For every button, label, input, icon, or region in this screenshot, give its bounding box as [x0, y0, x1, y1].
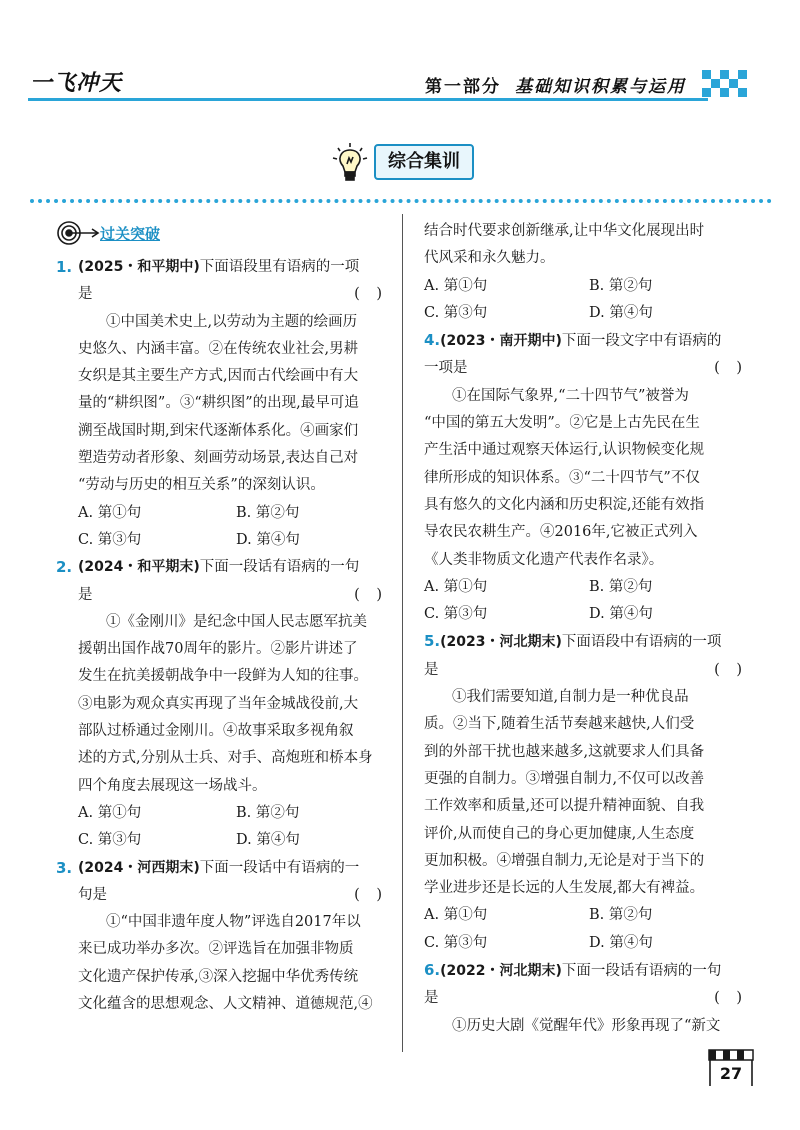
question-stem: [424, 957, 754, 985]
question-2: [56, 554, 394, 854]
answer-blank[interactable]: ( ): [714, 990, 748, 1007]
option-b[interactable]: B. 第②句: [236, 504, 300, 521]
answer-blank[interactable]: ( ): [354, 886, 388, 903]
question-source: (2023・南开期中): [440, 333, 562, 350]
passage-line: 律所形成的知识体系。③“二十四节气”不仅: [424, 469, 700, 486]
option-d[interactable]: D. 第④句: [236, 531, 300, 548]
passage-line: 史悠久、内涵丰富。②在传统农业社会,男耕: [78, 340, 359, 357]
answer-blank[interactable]: ( ): [714, 360, 748, 377]
option-d[interactable]: D. 第④句: [589, 934, 653, 951]
column-divider: [402, 214, 403, 1052]
passage: [56, 609, 394, 800]
passage: [424, 684, 754, 902]
passage-continuation: [424, 218, 754, 273]
stem-text: 是: [78, 586, 93, 603]
question-stem: [424, 327, 754, 355]
question-5: [424, 628, 754, 957]
answer-options: [424, 574, 754, 629]
stem-continuation: [424, 657, 754, 684]
option-c[interactable]: C. 第③句: [78, 832, 142, 849]
passage: [424, 383, 754, 574]
option-d[interactable]: D. 第④句: [236, 832, 300, 849]
option-b[interactable]: B. 第②句: [589, 277, 653, 294]
stem-continuation: [56, 281, 394, 308]
passage-line: ①“中国非遗年度人物”评选自2017年以: [106, 914, 361, 931]
question-number: 2.: [56, 558, 73, 577]
passage-line: ①《金刚川》是纪念中国人民志愿军抗美: [106, 613, 367, 630]
answer-options: [424, 902, 754, 957]
answer-blank[interactable]: ( ): [714, 661, 748, 678]
passage-line: 援朝出国作战70周年的影片。②影片讲述了: [78, 641, 358, 658]
left-column: [56, 218, 394, 1018]
passage-line: 部队过桥通过金刚川。④故事采取多视角叙: [78, 723, 354, 740]
part-title: [425, 72, 686, 97]
question-number: 5.: [424, 632, 441, 651]
option-a[interactable]: A. 第①句: [78, 504, 142, 521]
passage-line: 具有悠久的文化内涵和历史积淀,还能有效指: [424, 496, 705, 513]
passage-line: ③电影为观众真实再现了当年金城战役前,大: [78, 695, 359, 712]
passage-line: 评价,从而使自己的身心更加健康,人生态度: [424, 825, 695, 842]
option-b[interactable]: B. 第②句: [589, 578, 653, 595]
dotted-divider: [30, 199, 772, 203]
right-column: [424, 218, 754, 1040]
subsection-title: 过关突破: [100, 225, 161, 243]
question-number: 6.: [424, 961, 441, 980]
passage-line: 更加积极。④增强自制力,无论是对于当下的: [424, 852, 705, 869]
passage-line: 到的外部干扰也越来越多,这就要求人们具备: [424, 743, 705, 760]
passage-line: 结合时代要求创新继承,让中华文化展现出时: [424, 223, 705, 239]
passage-line: ①历史大剧《觉醒年代》形象再现了“新文: [452, 1017, 721, 1034]
passage-line: 女织是其主要生产方式,因而古代绘画中有大: [78, 368, 359, 385]
passage-line: 来已成功举办多次。②评选旨在加强非物质: [78, 941, 354, 958]
page-number: 27: [719, 1064, 743, 1083]
question-source: (2024・河西期末): [78, 859, 200, 876]
stem-continuation: [424, 355, 754, 382]
decorative-blocks-icon: [702, 70, 750, 102]
stem-text: 下面语段中有语病的一项: [561, 634, 722, 651]
passage-line: 文化蕴含的思想观念、人文精神、道德规范,④: [78, 996, 373, 1013]
passage-line: “中国的第五大发明”。②它是上古先民在生: [424, 415, 700, 432]
question-source: (2025・和平期中): [78, 259, 200, 275]
option-c[interactable]: C. 第③句: [424, 934, 488, 951]
question-source: (2023・河北期末): [440, 634, 562, 651]
option-c[interactable]: C. 第③句: [424, 304, 488, 321]
question-stem: [56, 554, 394, 581]
page-number-badge: [706, 1048, 756, 1088]
passage-line: 代风采和永久魅力。: [424, 250, 555, 267]
subsection-heading: [56, 218, 394, 254]
stem-text: 下面一段话有语病的一句: [199, 559, 360, 576]
stem-text: 一项是: [424, 360, 468, 377]
passage-line: 溯至战国时期,到宋代逐渐体系化。④画家们: [78, 422, 359, 439]
passage-line: 工作效率和质量,还可以提升精神面貌、自我: [424, 798, 705, 815]
question-source: (2024・和平期末): [78, 559, 200, 576]
passage-line: 塑造劳动者形象、刻画劳动场景,表达自己对: [78, 450, 359, 467]
stem-text: 下面一段文字中有语病的: [561, 333, 722, 350]
part-label: 第一部分: [425, 77, 501, 97]
answer-options: [56, 800, 394, 855]
option-b[interactable]: B. 第②句: [589, 907, 653, 924]
passage-line: ①我们需要知道,自制力是一种优良品: [452, 689, 689, 706]
section-title: 综合集训: [388, 151, 460, 172]
header-rule: [28, 98, 708, 101]
question-stem: [424, 628, 754, 656]
passage-line: 量的“耕织图”。③“耕织图”的出现,最早可追: [78, 395, 359, 412]
lightbulb-icon: [330, 142, 370, 186]
passage-line: 文化遗产保护传承,③深入挖掘中华优秀传统: [78, 968, 359, 985]
option-d[interactable]: D. 第④句: [589, 304, 653, 321]
option-d[interactable]: D. 第④句: [589, 606, 653, 623]
question-stem: [56, 855, 394, 882]
question-1: [56, 254, 394, 554]
target-arrow-icon: [56, 220, 100, 246]
brand-logo: 一飞冲天: [30, 71, 123, 96]
passage-line: 发生在抗美援朝战争中一段鲜为人知的往事。: [78, 668, 368, 685]
answer-options: [424, 273, 754, 328]
section-banner: [330, 142, 478, 182]
stem-continuation: [56, 582, 394, 609]
question-stem: [56, 254, 394, 281]
stem-text: 下面语段里有语病的一项: [199, 259, 360, 275]
stem-text: 是: [424, 661, 439, 678]
section-title-box: [374, 144, 474, 180]
question-6: [424, 957, 754, 1040]
passage: [56, 909, 394, 1018]
passage-line: 产生活中通过观察天体运行,认识物候变化规: [424, 442, 705, 459]
passage-line: 四个角度去展现这一场战斗。: [78, 777, 267, 794]
passage-line: ①在国际气象界,“二十四节气”被誉为: [452, 387, 689, 404]
passage: [56, 309, 394, 500]
part-subtitle: 基础知识积累与运用: [515, 77, 686, 97]
question-number: 3.: [56, 858, 73, 877]
passage-line: 更强的自制力。③增强自制力,不仅可以改善: [424, 770, 705, 787]
option-c[interactable]: C. 第③句: [78, 531, 142, 548]
question-source: (2022・河北期末): [440, 963, 562, 980]
option-b[interactable]: B. 第②句: [236, 804, 300, 821]
passage: [424, 1013, 754, 1040]
stem-continuation: [56, 882, 394, 909]
stem-text: 下面一段话中有语病的一: [199, 859, 360, 876]
stem-text: 是: [424, 990, 439, 1007]
stem-text: 句是: [78, 886, 107, 903]
question-number: 4.: [424, 331, 441, 350]
passage-line: 《人类非物质文化遗产代表作名录》。: [424, 551, 664, 568]
passage-line: 学业进步还是长远的人生发展,都大有裨益。: [424, 880, 705, 897]
stem-continuation: [424, 985, 754, 1012]
passage-line: 质。②当下,随着生活节奏越来越快,人们受: [424, 716, 695, 733]
option-a[interactable]: A. 第①句: [424, 578, 488, 595]
page-header: [0, 0, 800, 110]
question-4: [424, 327, 754, 628]
stem-text: 下面一段话有语病的一句: [561, 963, 722, 980]
question-3: [56, 855, 394, 1019]
passage-line: “劳动与历史的相互关系”的深刻认识。: [78, 477, 325, 494]
answer-blank[interactable]: ( ): [354, 286, 388, 303]
option-a[interactable]: A. 第①句: [424, 277, 488, 294]
passage-line: 导农民农耕生产。④2016年,它被正式列入: [424, 524, 698, 541]
option-c[interactable]: C. 第③句: [424, 606, 488, 623]
answer-blank[interactable]: ( ): [354, 586, 388, 603]
answer-options: [56, 500, 394, 555]
option-a[interactable]: A. 第①句: [78, 804, 142, 821]
option-a[interactable]: A. 第①句: [424, 907, 488, 924]
passage-line: ①中国美术史上,以劳动为主题的绘画历: [106, 313, 358, 330]
question-number: 1.: [56, 258, 73, 276]
passage-line: 述的方式,分别从士兵、对手、高炮班和桥本身: [78, 750, 373, 767]
stem-text: 是: [78, 286, 93, 303]
